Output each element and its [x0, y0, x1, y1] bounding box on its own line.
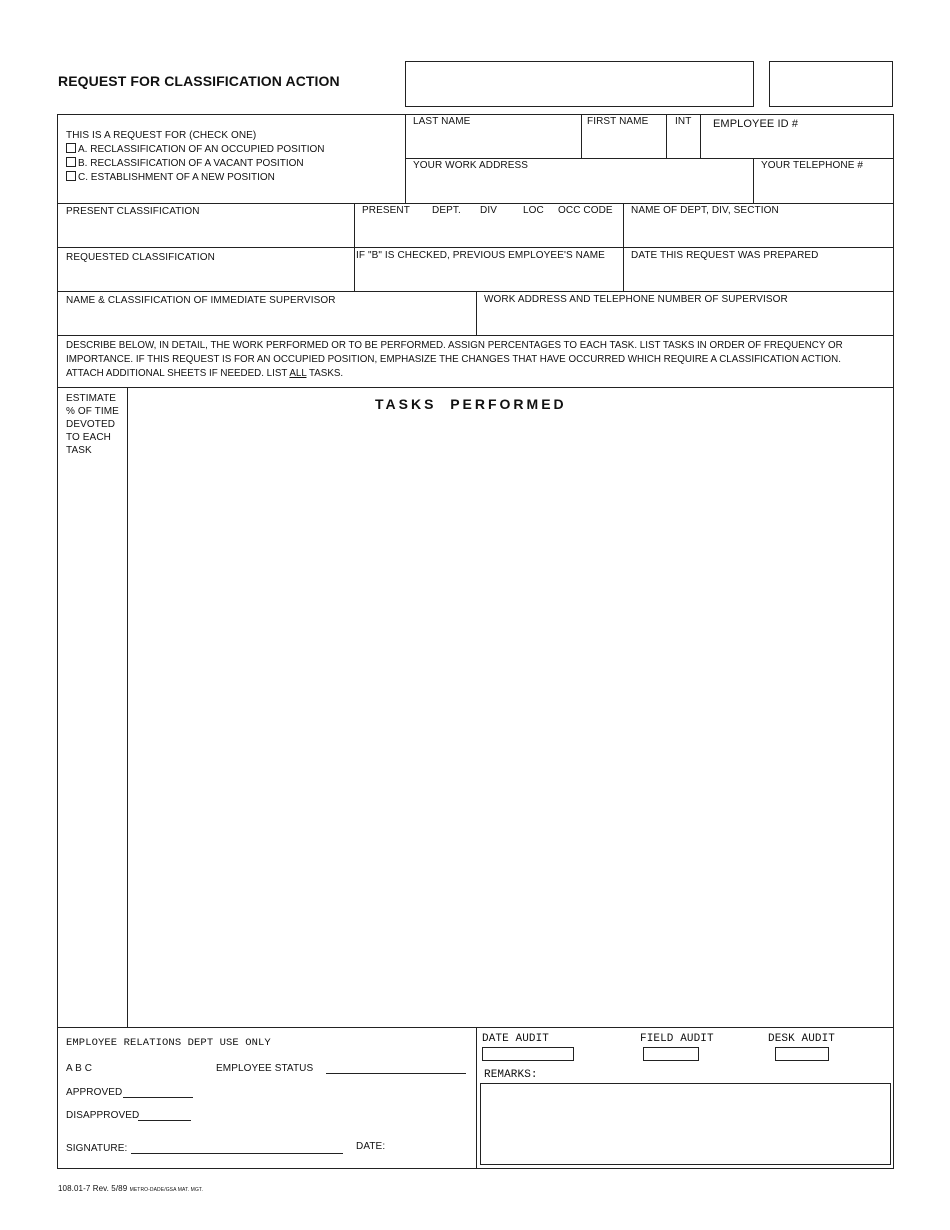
instructions-line-2: IMPORTANCE. IF THIS REQUEST IS FOR AN OCCUPIED POSITION, EMPHASIZE THE CHANGES THAT HAVE OCCURRED WHICH REQUIRE A CLASSIFICATION ACTION. [66, 354, 841, 365]
tasks-input-area[interactable] [129, 418, 893, 1026]
employee-status-label: EMPLOYEE STATUS [216, 1063, 314, 1074]
supervisor-label: NAME & CLASSIFICATION OF IMMEDIATE SUPERVISOR [66, 295, 336, 306]
form-number [58, 1183, 203, 1196]
option-c-label: C. ESTABLISHMENT OF A NEW POSITION [78, 172, 275, 183]
date-prepared-label: DATE THIS REQUEST WAS PREPARED [631, 250, 819, 261]
estimate-line-3: DEVOTED [66, 419, 116, 430]
request-heading: THIS IS A REQUEST FOR (CHECK ONE) [66, 130, 257, 141]
instructions-line-3-pre: ATTACH ADDITIONAL SHEETS IF NEEDED. LIST [66, 368, 290, 379]
instructions-line-3-post: TASKS. [306, 368, 344, 379]
first-name-label: FIRST NAME [587, 116, 649, 127]
estimate-line-5: TASK [66, 445, 92, 456]
instructions-line-1: DESCRIBE BELOW, IN DETAIL, THE WORK PERFORMED OR TO BE PERFORMED. ASSIGN PERCENTAGES TO EACH TASK. LIST TASKS IN ORDER OF FREQUENCY OR [66, 340, 843, 351]
disapproved-label: DISAPPROVED [66, 1110, 140, 1121]
present-classification-label: PRESENT CLASSIFICATION [66, 206, 200, 217]
disapproved-input[interactable] [138, 1120, 191, 1121]
abc-label: A B C [66, 1063, 93, 1074]
percent-column-input[interactable] [58, 462, 126, 1026]
dept-label: DEPT. [432, 205, 461, 216]
signature-label: SIGNATURE: [66, 1143, 128, 1154]
date-label: DATE: [356, 1141, 386, 1152]
date-audit-label: DATE AUDIT [482, 1033, 550, 1045]
supervisor-address-label: WORK ADDRESS AND TELEPHONE NUMBER OF SUPERVISOR [484, 294, 788, 305]
top-blank-box-1[interactable] [405, 61, 754, 107]
approved-input[interactable] [123, 1097, 193, 1098]
option-b-checkbox[interactable] [66, 157, 76, 167]
loc-label: LOC [523, 205, 544, 216]
approved-label: APPROVED [66, 1087, 123, 1098]
last-name-label: LAST NAME [413, 116, 471, 127]
option-a-checkbox[interactable] [66, 143, 76, 153]
estimate-line-4: TO EACH [66, 432, 111, 443]
instructions-line-3 [66, 368, 343, 380]
int-label: INT [675, 116, 692, 127]
option-a[interactable] [66, 143, 325, 156]
field-audit-checkbox[interactable] [643, 1047, 699, 1061]
er-heading: EMPLOYEE RELATIONS DEPT USE ONLY [66, 1037, 271, 1049]
requested-classification-label: REQUESTED CLASSIFICATION [66, 252, 215, 263]
instructions-all: ALL [289, 368, 307, 379]
form-number-small: METRO-DADE/GSA MAT. MGT. [129, 1187, 204, 1193]
occ-code-label: OCC CODE [558, 205, 613, 216]
dept-div-section-label: NAME OF DEPT, DIV, SECTION [631, 205, 779, 216]
signature-input[interactable] [131, 1153, 343, 1154]
work-address-label: YOUR WORK ADDRESS [413, 160, 529, 171]
field-audit-label: FIELD AUDIT [640, 1033, 714, 1045]
remarks-label: REMARKS: [484, 1069, 538, 1081]
tasks-performed-heading: TASKS PERFORMED [375, 396, 567, 412]
option-b[interactable] [66, 157, 304, 170]
telephone-label: YOUR TELEPHONE # [761, 160, 864, 171]
previous-employee-label: IF "B" IS CHECKED, PREVIOUS EMPLOYEE'S NAME [356, 250, 605, 261]
form-number-text: 108.01-7 Rev. 5/89 [58, 1184, 128, 1193]
option-b-label: B. RECLASSIFICATION OF A VACANT POSITION [78, 158, 304, 169]
desk-audit-label: DESK AUDIT [768, 1033, 836, 1045]
option-a-label: A. RECLASSIFICATION OF AN OCCUPIED POSITION [78, 144, 325, 155]
div-label: DIV [480, 205, 497, 216]
top-blank-box-2[interactable] [769, 61, 893, 107]
page-title: REQUEST FOR CLASSIFICATION ACTION [58, 73, 340, 89]
desk-audit-checkbox[interactable] [775, 1047, 829, 1061]
remarks-input[interactable] [480, 1083, 891, 1165]
date-audit-checkbox[interactable] [482, 1047, 574, 1061]
employee-status-input[interactable] [326, 1073, 466, 1074]
option-c[interactable] [66, 171, 275, 184]
estimate-line-1: ESTIMATE [66, 393, 117, 404]
option-c-checkbox[interactable] [66, 171, 76, 181]
estimate-line-2: % OF TIME [66, 406, 119, 417]
present-label: PRESENT [362, 205, 410, 216]
employee-id-label: EMPLOYEE ID # [713, 118, 799, 130]
